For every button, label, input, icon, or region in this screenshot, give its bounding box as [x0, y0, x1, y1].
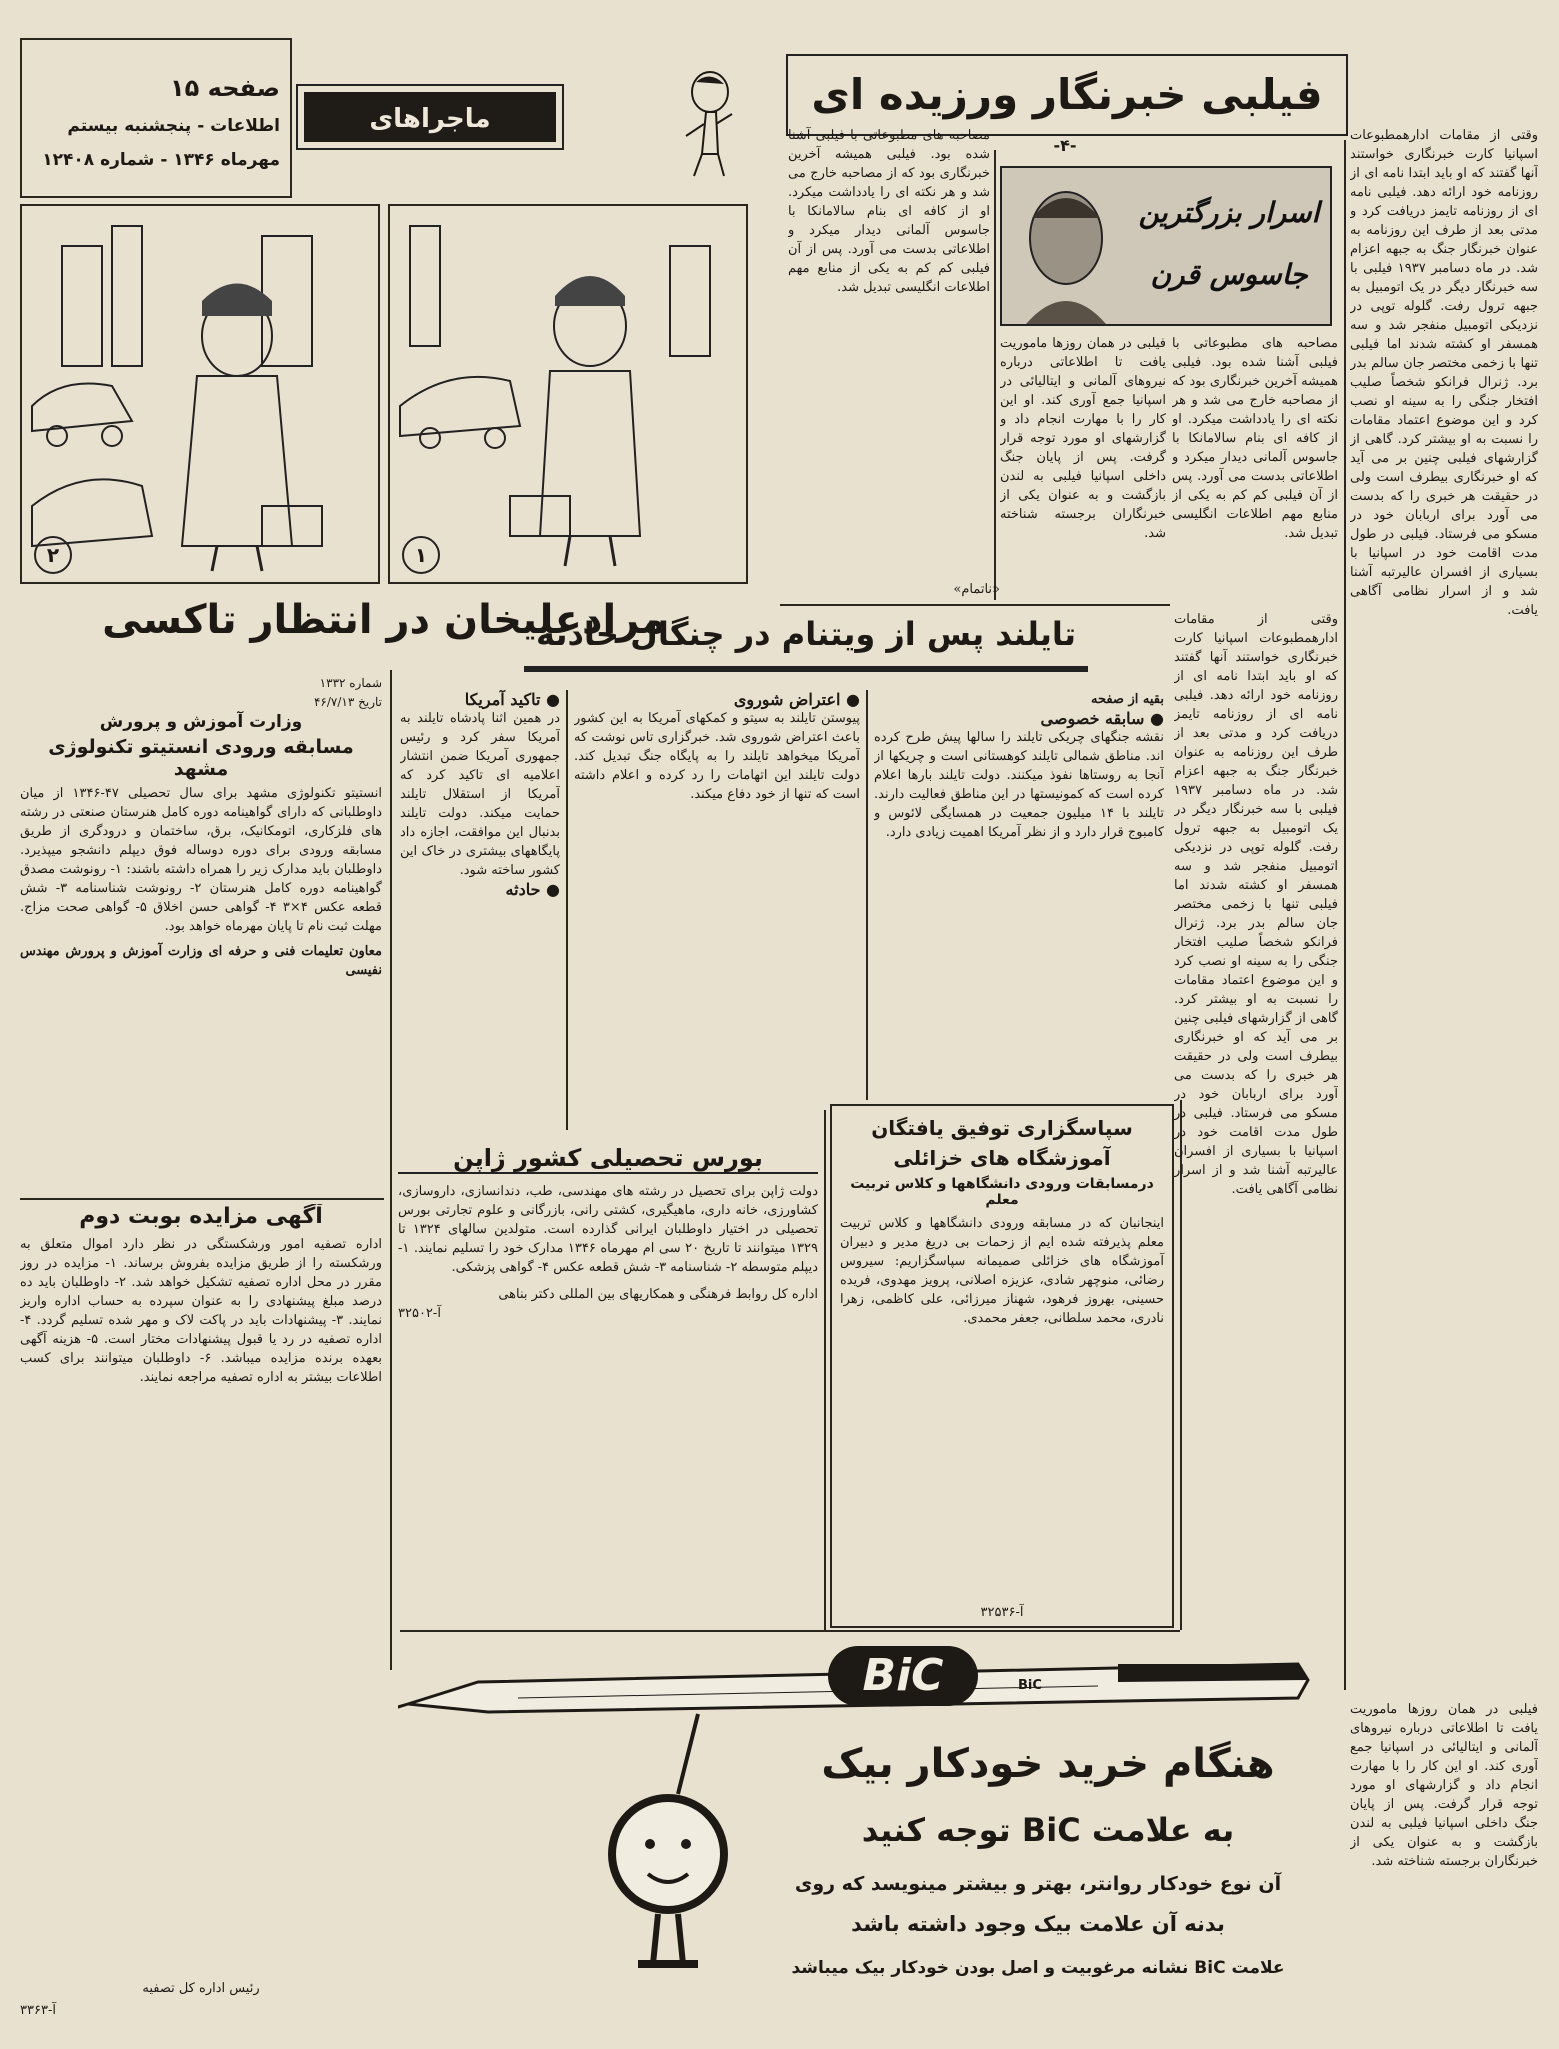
- philby-part-number: -۴-: [1053, 136, 1077, 155]
- bic-line-5: علامت BiC نشانه مرغوبیت و اصل بودن خودکار بیک میباشد: [791, 1958, 1285, 1978]
- auction-headline: آگهی مزایده بوبت دوم: [79, 1204, 323, 1229]
- rule: [20, 1198, 384, 1200]
- philby-portrait: [1006, 168, 1126, 324]
- thanks-headline: سپاسگزاری توفیق یافتگان: [871, 1116, 1133, 1140]
- thanks-subsub: درمسابقات ورودی دانشگاهها و کلاس تربیت معلم: [850, 1176, 1154, 1208]
- issue-line: مهرماه ۱۳۴۶ - شماره ۱۲۴۰۸: [42, 150, 280, 170]
- japan-headline: بورس تحصیلی کشور ژاپن: [398, 1144, 818, 1174]
- thailand-continued-label: بقیه از صفحه: [1090, 692, 1164, 707]
- auction-body: اداره تصفیه امور ورشکستگی در نظر دارد اموال متعلق به ورشکسته را از طریق مزایده بفروش برساند. ۱- مزایده در روز مقرر در محل اداره تصفیه تشکیل خواهد شد. ۲- داوطلبان باید ده درصد مبلغ پیشنهادی را به عنوان سپرده به حساب اداره واریز نمایند. ۳- پیشنهادات باید در پاکت لاک و مهر شده تسلیم گردد. ۴- اداره تصفیه در رد یا قبول پیشنهادات مختار است. ۵- هزینه آگهی بعهده برنده مزایده میباشد. ۶- داوطلبان میتوانند برای کسب اطلاعات بیشتر به اداره تصفیه مراجعه نمایند.: [20, 1237, 382, 1385]
- bic-pen-brand: BiC: [1018, 1678, 1042, 1693]
- page-number: صفحه ۱۵: [170, 74, 280, 102]
- japan-scholarship: [398, 1136, 818, 1626]
- bic-ad: [398, 1634, 1338, 2034]
- thailand-col3-text: در همین اثنا پادشاه تایلند به آمریکا سفر کرد و رئیس جمهوری آمریکا ضمن انتشار اعلامیه ای تاکید کرد که آمریکا از استقلال تایلند حمایت میکند. دولت تایلند بدنبال این موافقت، اجازه داد پایگاههای بیشتری در خاک این کشور ساخته شود.: [400, 711, 560, 878]
- rule: [994, 150, 996, 600]
- comic-panel-2: [20, 204, 380, 584]
- panel-2-number: ۲: [34, 536, 72, 574]
- institute-headline: مسابقه ورودی انستیتو تکنولوژی مشهد: [48, 736, 354, 780]
- thailand-col2-text: پیوستن تایلند به سیتو و کمکهای آمریکا به این کشور باعث اعتراض شوروی شد. خبرگزاری تاس نوشت که آمریکا میخواهد تایلند را به پایگاه جنگ تبدیل کند. دولت تایلند این اتهامات را رد کرده و اعلام داشته است که تنها از خود دفاع میکند.: [574, 711, 860, 802]
- thailand-col2: [574, 690, 860, 1130]
- paper-date-line: اطلاعات - پنجشنبه بیستم: [67, 116, 280, 136]
- bic-boy-mascot-icon: [578, 1704, 758, 2004]
- auction-code: آ-۳۳۶۳: [20, 2003, 56, 2018]
- philby-column-far-lower: فیلبی در همان روزها ماموریت یافت تا اطلاعاتی درباره نیروهای آلمانی و ایتالیائی در اسپانیا جمع آوری کند. او این کار را با مهارت انجام داد و گزارشهای او مورد توجه قرار گرفت. پس از پایان جنگ داخلی اسپانیا فیلبی به لندن بازگشت و به عنوان یکی از خبرنگاران برجسته شناخته شد.: [1350, 1702, 1538, 1869]
- auction-signature: رئیس اداره کل تصفیه: [142, 1981, 260, 1996]
- thanks-ad: [830, 1104, 1174, 1628]
- bic-logo: BiC: [828, 1646, 978, 1706]
- bic-line-1: هنگام خرید خودکار بیک: [821, 1741, 1275, 1787]
- thailand-headline: تایلند پس از ویتنام در چنگال حادثه: [524, 602, 1088, 672]
- thailand-headline-frame: [524, 602, 1088, 672]
- rule: [390, 670, 392, 1670]
- japan-body: دولت ژاپن برای تحصیل در رشته های مهندسی، طب، دندانسازی، داروسازی، کشاورزی، خانه داری، ماهیگیری، کشتی رانی، بازرگانی و علوم تجارتی بورس تحصیلی در اختیار داوطلبان ایرانی گذارده است. متولدین سالهای ۱۳۲۴ تا ۱۳۲۹ میتوانند تا تاریخ ۲۰ سی ام مهرماه ۱۳۴۶ مدارک خود را تسلیم نمایند. ۱- دیپلم متوسطه ۲- شناسنامه ۳- شش قطعه عکس ۴- گواهی پزشکی.: [398, 1184, 818, 1275]
- auction-ad: [20, 1204, 382, 2024]
- rule: [400, 1630, 1180, 1632]
- thailand-section-3-title: ● تاکید آمریکا: [400, 690, 560, 709]
- philby-column-mid: مصاحبه های مطبوعاتی با فیلبی آشنا شده بود. فیلبی همیشه آخرین خبرنگاری بود که از مصاحبه خارج می شد و هر نکته ای را یادداشت میکرد. او از کافه ای بنام سالامانکا با جاسوس آلمانی دیدار میکرد و اطلاعاتی بدست می آورد. پس از آن فیلبی کم کم به یکی از منابع مهم اطلاعات انگلیسی تبدیل شد.: [788, 128, 990, 295]
- thailand-section-2-title: ● اعتراض شوروی: [574, 690, 860, 709]
- institute-body: انستیتو تکنولوژی مشهد برای سال تحصیلی ۴۷-۱۳۴۶ از میان داوطلبانی که دارای گواهینامه دوره کامل هنرستان صنعتی در رشته های فلزکاری، اتومکانیک، برق، ساختمان و درودگری از طریق مسابقه ورودی برای دوره دوساله فوق دیپلم دانشجو میپذیرد. داوطلبان باید مدارک زیر را همراه داشته باشند: ۱- رونوشت مصدق گواهینامه دوره کامل هنرستان ۲- رونوشت شناسنامه ۳- شش قطعه عکس ۴×۳ ۴- گواهی حسن اخلاق ۵- گواهی صحت مزاج. مهلت ثبت نام تا پایان مهرماه خواهد بود.: [20, 786, 382, 934]
- comic-title-band: [296, 84, 564, 150]
- japan-signature: اداره کل روابط فرهنگی و همکاریهای بین المللی دکتر بناهی: [498, 1287, 818, 1302]
- philby-column-photo-below: فیلبی در همان روزها ماموریت یافت تا اطلاعاتی درباره نیروهای آلمانی و ایتالیائی در اسپانیا جمع آوری کند. او این کار را با مهارت انجام داد و گزارشهای او مورد توجه قرار گرفت. پس از پایان جنگ داخلی اسپانیا فیلبی به لندن بازگشت و به عنوان یکی از خبرنگاران برجسته شناخته شد.: [1000, 336, 1166, 541]
- institute-footer: معاون تعلیمات فنی و حرفه ای وزارت آموزش و پرورش مهندس نفیسی: [20, 944, 382, 978]
- ad-date: تاریخ ۴۶/۷/۱۳: [313, 695, 382, 709]
- thailand-section-4-title: ● حادثه: [400, 880, 560, 899]
- bic-line-2: به علامت BiC توجه کنید: [861, 1811, 1235, 1849]
- rule: [566, 690, 568, 1130]
- photo-caption: اسرار بزرگترین جاسوس قرن: [1138, 196, 1320, 291]
- bic-line-4: بدنه آن علامت بیک وجود داشته باشد: [851, 1912, 1225, 1936]
- philby-headline-frame: [786, 54, 1348, 136]
- rule: [866, 690, 868, 1100]
- panel-1-number: ۱: [402, 536, 440, 574]
- philby-column-lower: وقتی از مقامات ادارهمطبوعات اسپانیا کارت خبرنگاری خواستند آنها گفتند که او باید ابتدا نامه ای از روزنامه خود ارائه دهد. فیلبی نامه ای از روزنامه تایمز دریافت کرد و مدتی بعد از طرف این روزنامه به عنوان خبرنگار جنگ به جبهه اعزام شد. در ماه دسامبر ۱۹۳۷ فیلبی با سه خبرنگار دیگر در یک اتومبیل به جبهه ترول رفت. گلوله توپی در نزدیکی اتومبیل منفجر شد و سه همسفر او کشته شدند اما فیلبی تنها با زخمی مختصر جان سالم بدر برد. ژنرال فرانکو شخصاً صلیب افتخار جنگی را به سینه او نصب کرد و این موضوع اعتماد مقامات را نسبت به او بیشتر کرد. گاهی از گزارشهای فیلبی چنین بر می آید که او خبرنگاری بیطرف است ولی در حقیقت هر خبری را که بدست می آورد برای اربابان خود در مسکو می فرستاد. فیلبی در طول مدت اقامت خود در اسپانیا با بسیاری از افسران عالیرتبه آشنا شد و از اسرار نظامی آگاهی یافت.: [1174, 612, 1338, 1197]
- philby-photo: [1000, 166, 1332, 326]
- comic-strip-title: ماجراهای: [304, 92, 556, 142]
- comic-panel-1: [388, 204, 748, 584]
- philby-headline: فیلبی خبرنگار ورزیده ای: [811, 70, 1323, 119]
- bic-line-3: آن نوع خودکار روانتر، بهتر و بیشتر مینویسد که روی: [794, 1873, 1282, 1895]
- institute-ad: [20, 674, 382, 1194]
- philby-column-photo-below-2: مصاحبه های مطبوعاتی با فیلبی آشنا شده بود. فیلبی همیشه آخرین خبرنگاری بود که از مصاحبه خارج می شد و هر نکته ای را یادداشت میکرد. او از کافه ای بنام سالامانکا با جاسوس آلمانی دیدار میکرد و اطلاعاتی بدست می آورد. پس از آن فیلبی کم کم به یکی از منابع مهم اطلاعات انگلیسی تبدیل شد.: [1172, 336, 1338, 541]
- rule: [1344, 140, 1346, 1690]
- comic-mascot-icon: [666, 64, 746, 184]
- ad-number: شماره ۱۳۳۲: [319, 676, 382, 690]
- comic-title: مرادعلیخان در انتظار تاکسی: [102, 597, 666, 643]
- comic-panel-2-drawing: [22, 206, 378, 582]
- philby-column-right: وقتی از مقامات ادارهمطبوعات اسپانیا کارت خبرنگاری خواستند آنها گفتند که او باید ابتدا نامه ای از روزنامه خود ارائه دهد. فیلبی نامه ای از روزنامه تایمز دریافت کرد و مدتی بعد از طرف این روزنامه به عنوان خبرنگار جنگ به جبهه اعزام شد. در ماه دسامبر ۱۹۳۷ فیلبی با سه خبرنگار دیگر در یک اتومبیل به جبهه ترول رفت. گلوله توپی در نزدیکی اتومبیل منفجر شد و سه همسفر او کشته شدند اما فیلبی تنها با زخمی مختصر جان سالم بدر برد. ژنرال فرانکو شخصاً صلیب افتخار جنگی را به سینه او نصب کرد و این موضوع اعتماد مقامات را نسبت به او بیشتر کرد. گاهی از گزارشهای فیلبی چنین بر می آید که او خبرنگاری بیطرف است ولی در حقیقت هر خبری را که بدست می آورد برای اربابان خود در مسکو می فرستاد. فیلبی در طول مدت اقامت خود در اسپانیا با بسیاری از افسران عالیرتبه آشنا شد و از اسرار نظامی آگاهی یافت.: [1350, 128, 1538, 618]
- thailand-col3: [400, 690, 560, 1130]
- thailand-col1: [874, 690, 1164, 1100]
- rule: [824, 1110, 826, 1630]
- page-header: [20, 38, 292, 198]
- thanks-subhead: آموزشگاه های خزائلی: [893, 1146, 1111, 1170]
- thanks-body: اینجانبان که در مسابقه ورودی دانشگاهها و کلاس تربیت معلم پذیرفته شده ایم از زحمات بی دریغ مدیر و دبیران آموزشگاه های خزائلی صمیمانه سپاسگزاریم: سیروس رضائی، منوچهر شادی، عزیزه اصلانی، پرویز مهدوی، فریده حسینی، بهروز فرهود، شهناز میرزائی، علی کاظمی، زهرا نادری، محمد سلطانی، جعفر محمدی.: [840, 1216, 1164, 1326]
- comic-panel-1-drawing: [390, 206, 746, 582]
- thailand-section-1-title: ● سابقه خصوصی: [874, 709, 1164, 728]
- thailand-col1-text: نقشه جنگهای چریکی تایلند را سالها پیش طرح کرده اند. مناطق شمالی تایلند کوهستانی است و چریکها از آنجا به روستاها نفوذ میکنند. دولت تایلند بارها اعلام کرده است که کمونیستها در این مناطق فعالیت دارند. تایلند با ۱۴ میلیون جمعیت در همسایگی لائوس و کامبوج قرار دارد و از نظر آمریکا اهمیت زیادی دارد.: [874, 730, 1164, 840]
- thanks-code: آ-۳۲۵۳۶: [980, 1605, 1024, 1620]
- japan-code: آ-۳۲۵۰۲: [398, 1306, 441, 1321]
- ministry-name: وزارت آموزش و پرورش: [99, 712, 303, 732]
- philby-continued: «ناتمام»: [953, 582, 1000, 597]
